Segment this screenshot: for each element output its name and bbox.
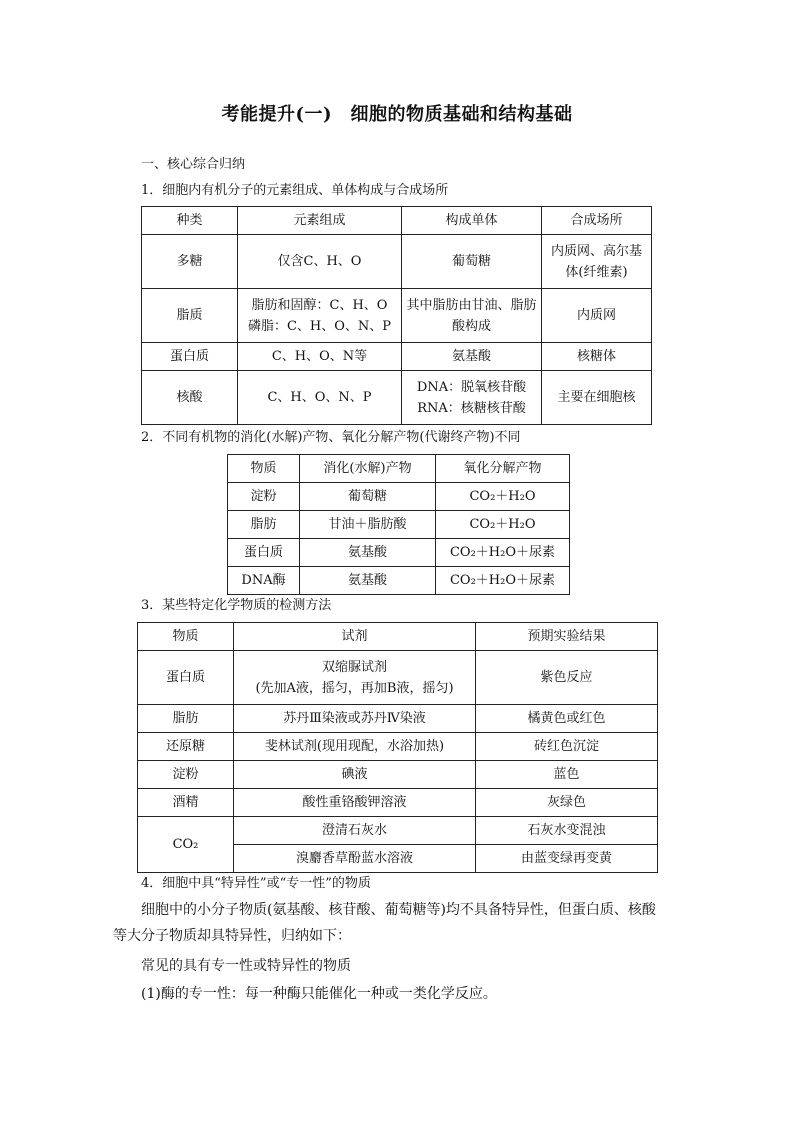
table-cell: C、H、O、N、P xyxy=(238,371,402,425)
q4-paragraph: 细胞中的小分子物质(氨基酸、核苷酸、葡萄糖等)均不具备特异性，但蛋白质、核酸等大分子物质却具特异性，归纳如下： xyxy=(113,902,656,944)
table-cell: 淀粉 xyxy=(228,483,300,511)
table-cell: 氨基酸 xyxy=(300,539,436,567)
table-cell: 其中脂肪由甘油、脂肪酸构成 xyxy=(402,289,542,343)
table-row xyxy=(138,651,658,705)
table-row xyxy=(138,761,658,789)
table-cell: 苏丹Ⅲ染液或苏丹Ⅳ染液 xyxy=(234,705,476,733)
table-row xyxy=(228,511,570,539)
table-row xyxy=(138,789,658,817)
table-cell: 溴麝香草酚蓝水溶液 xyxy=(234,845,476,873)
table-cell: 还原糖 xyxy=(138,733,234,761)
header-cell: 物质 xyxy=(228,455,300,483)
q4-heading: 4．细胞中具“特异性”或“专一性”的物质 xyxy=(141,876,371,891)
table-cell: 内质网、高尔基体(纤维素) xyxy=(542,235,652,289)
table-row xyxy=(142,343,652,371)
header-cell: 物质 xyxy=(138,623,234,651)
table-cell: 酒精 xyxy=(138,789,234,817)
q1-heading: 1．细胞内有机分子的元素组成、单体构成与合成场所 xyxy=(141,183,449,198)
table-cell: 内质网 xyxy=(542,289,652,343)
table-cell: 多糖 xyxy=(142,235,238,289)
table-cell: 碘液 xyxy=(234,761,476,789)
table-cell: 澄清石灰水 xyxy=(234,817,476,845)
table-cell: 葡萄糖 xyxy=(402,235,542,289)
header-cell: 元素组成 xyxy=(238,207,402,235)
table-detection-methods xyxy=(137,622,658,873)
table-cell: 仅含C、H、O xyxy=(238,235,402,289)
table-cell: 蓝色 xyxy=(476,761,658,789)
table-header-row xyxy=(142,207,652,235)
table-row xyxy=(138,817,658,845)
header-cell: 消化(水解)产物 xyxy=(300,455,436,483)
q4-enzyme-specificity: (1)酶的专一性：每一种酶只能催化一种或一类化学反应。 xyxy=(141,986,497,1002)
q2-heading: 2．不同有机物的消化(水解)产物、氧化分解产物(代谢终产物)不同 xyxy=(141,430,521,445)
table-cell: 脂质 xyxy=(142,289,238,343)
table-cell: DNA酶 xyxy=(228,567,300,595)
table-cell: 氨基酸 xyxy=(402,343,542,371)
table-cell: 酸性重铬酸钾溶液 xyxy=(234,789,476,817)
table-cell: 蛋白质 xyxy=(138,651,234,705)
table-row xyxy=(138,705,658,733)
table-cell: 淀粉 xyxy=(138,761,234,789)
table-cell: 砖红色沉淀 xyxy=(476,733,658,761)
table-row xyxy=(228,539,570,567)
table-cell: 石灰水变混浊 xyxy=(476,817,658,845)
table-header-row xyxy=(228,455,570,483)
table-digestion-products xyxy=(227,454,570,595)
table-cell: 灰绿色 xyxy=(476,789,658,817)
table-cell: 氨基酸 xyxy=(300,567,436,595)
table-cell: 脂肪 xyxy=(228,511,300,539)
table-cell: CO₂＋H₂O＋尿素 xyxy=(436,567,570,595)
section-heading: 一、核心综合归纳 xyxy=(141,157,246,172)
table-cell: 核酸 xyxy=(142,371,238,425)
table-cell: 由蓝变绿再变黄 xyxy=(476,845,658,873)
table-row xyxy=(142,371,652,425)
table-row xyxy=(142,289,652,343)
q3-heading: 3．某些特定化学物质的检测方法 xyxy=(141,598,332,613)
table-row xyxy=(228,483,570,511)
table-cell: 葡萄糖 xyxy=(300,483,436,511)
table-row xyxy=(142,235,652,289)
table-row xyxy=(228,567,570,595)
table-cell: CO₂ xyxy=(138,817,234,873)
reagent-note: (先加A液，摇匀，再加B液，摇匀) xyxy=(255,680,454,696)
table-cell: 甘油＋脂肪酸 xyxy=(300,511,436,539)
header-cell: 试剂 xyxy=(234,623,476,651)
reagent-name: 双缩脲试剂 xyxy=(321,659,387,675)
table-row xyxy=(138,733,658,761)
table-cell: 脂肪和固醇：C、H、O 磷脂：C、H、O、N、P xyxy=(238,289,402,343)
table-cell: 蛋白质 xyxy=(228,539,300,567)
table-cell: 斐林试剂(现用现配，水浴加热) xyxy=(234,733,476,761)
table-cell: 蛋白质 xyxy=(142,343,238,371)
table-cell: CO₂＋H₂O＋尿素 xyxy=(436,539,570,567)
header-cell: 氧化分解产物 xyxy=(436,455,570,483)
header-cell: 预期实验结果 xyxy=(476,623,658,651)
table-organic-molecules xyxy=(141,206,652,425)
header-cell: 构成单体 xyxy=(402,207,542,235)
table-cell: 核糖体 xyxy=(542,343,652,371)
table-cell: 橘黄色或红色 xyxy=(476,705,658,733)
table-cell: CO₂＋H₂O xyxy=(436,483,570,511)
table-header-row xyxy=(138,623,658,651)
table-cell xyxy=(234,651,476,705)
table-cell: C、H、O、N等 xyxy=(238,343,402,371)
table-cell: DNA：脱氧核苷酸 RNA：核糖核苷酸 xyxy=(402,371,542,425)
table-cell: 紫色反应 xyxy=(476,651,658,705)
table-cell: 主要在细胞核 xyxy=(542,371,652,425)
header-cell: 种类 xyxy=(142,207,238,235)
table-cell: 脂肪 xyxy=(138,705,234,733)
header-cell: 合成场所 xyxy=(542,207,652,235)
page-title: 考能提升(一) 细胞的物质基础和结构基础 xyxy=(221,104,573,125)
table-cell: CO₂＋H₂O xyxy=(436,511,570,539)
q4-subheading: 常见的具有专一性或特异性的物质 xyxy=(141,958,351,974)
